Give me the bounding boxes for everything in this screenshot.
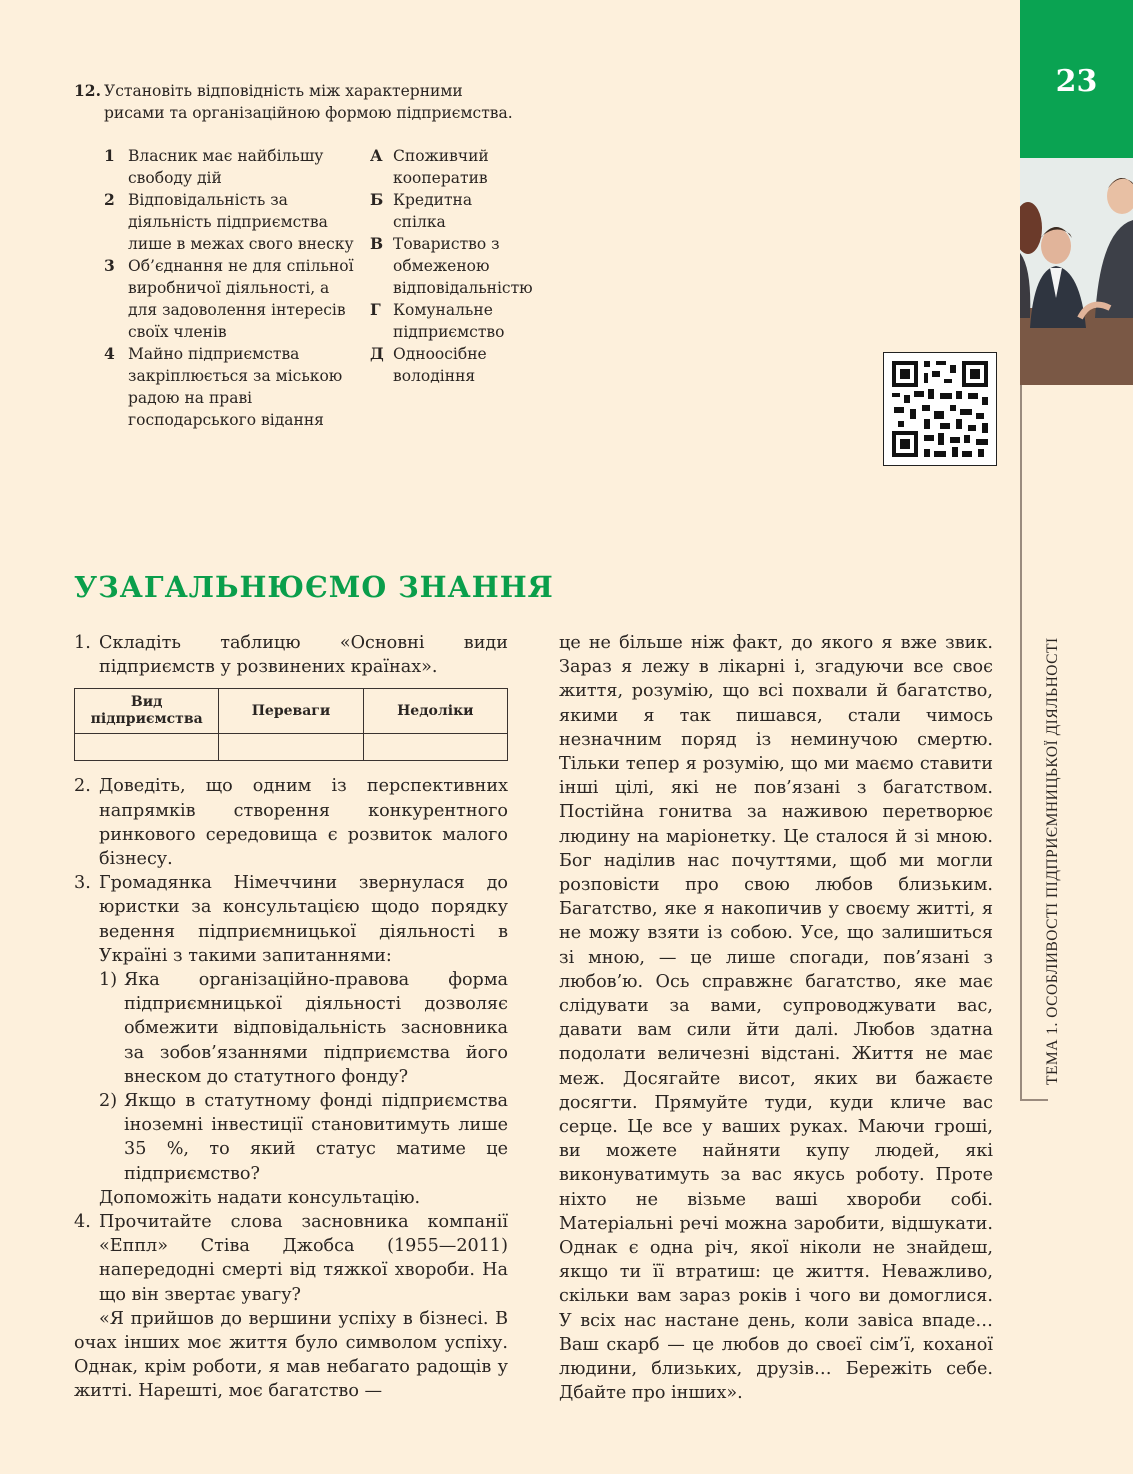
left-column (74, 631, 508, 1404)
side-rule-foot (1020, 1099, 1048, 1101)
question-stem: Установіть відповідність між характерними рисами та організаційною формою підприємства. (104, 82, 513, 122)
task-1: 1. Складіть таблицю «Основні види підприємств у розвинених країнах». (74, 633, 508, 678)
task-3-question-1: 1) Яка організаційно-правова форма підприємницької діяльності дозволяє обмежити відповідальність засновника за зобов’язаннями підприємства його внеском до статутного фонду? (99, 970, 508, 1087)
page-number: 23 (1055, 64, 1098, 99)
business-handshake-photo (1020, 158, 1133, 385)
question-number: 12. (74, 81, 101, 100)
table-cell (363, 734, 507, 761)
match-item: 4 Майно підприємства закріплюється за міською радою на праві господарського відання (104, 344, 343, 429)
table-header: Недоліки (363, 689, 507, 734)
section-heading: УЗАГАЛЬНЮЄМО ЗНАННЯ (74, 570, 554, 604)
task-2: 2. Доведіть, що одним із перспективних напрямків створення конкурентного ринкового середовища є розвиток малого бізнесу. (74, 776, 508, 870)
table-cell (219, 734, 363, 761)
match-option: Б Кредитна спілка (370, 190, 473, 231)
table-cell (75, 734, 219, 761)
jobs-quote-continuation: це не більше ніж факт, до якого я вже звик. Зараз я лежу в лікарні і, згадуючи все своє життя, розумію, що всі похвали й багатство, якими я так пишався, стали чимось незначним поряд із неминучою смертю. Тільки тепер я розумію, що ми маємо ставити інші цілі, які не пов’язані з багатством. Постійна гонитва за наживою перетворює людину на маріонетку. Це сталося й зі мною. Бог наділив нас почуттями, щоб ми могли розповісти про свою любов близьким. Багатство, яке я накопичив у своєму житті, я не можу взяти із собою. Усе, що залишиться зі мною, — це лише спогади, пов’язані з любов’ю. Ось справжнє багатство, яке має слідувати за вами, супроводжувати вас, давати вам сили йти далі. Любов здатна подолати величезні відстані. Життя не має меж. Досягайте висот, яких ви бажаєте досягти. Прямуйте туди, куди кличе вас серце. Це все у ваших руках. Маючи гроші, ви можете найняти купу людей, які виконуватимуть за вас якусь роботу. Проте ніхто не візьме ваші хвороби собі. Матеріальні речі можна заробити, відшукати. Однак є одна річ, якої ніколи не знайдеш, якщо ти її втратиш: це життя. Неважливо, скільки вам зараз років і чого ви домоглися. У всіх нас настане день, коли завіса впаде… Ваш скарб — це любов до своєї сім’ї, коханої людини, близьких, друзів… Бережіть себе. Дбайте про інших». (559, 633, 993, 1404)
matching-left-column (104, 145, 354, 431)
jobs-quote-start: «Я прийшов до вершини успіху в бізнесі. В очах інших моє життя було символом успіху. Однак, крім роботи, я мав небагато радощів у житті. Нарешті, моє багатство — (74, 1308, 508, 1402)
task-3-closing: Допоможіть надати консультацію. (99, 1187, 421, 1208)
match-option: А Споживчий кооператив (370, 146, 489, 187)
table-header: Вид підприємства (75, 689, 219, 734)
right-column (559, 631, 993, 1406)
section-side-caption: ТЕМА 1. ОСОБЛИВОСТІ ПІДПРИЄМНИЦЬКОЇ ДІЯЛЬНОСТІ (1044, 637, 1061, 1085)
table-header: Переваги (219, 689, 363, 734)
side-rule (1020, 385, 1022, 1100)
question-12 (74, 80, 514, 124)
match-item: 1 Власник має найбільшу свободу дій (104, 146, 324, 187)
task-3: 3. Громадянка Німеччини звернулася до юристки за консультацією щодо порядку ведення підприємницької діяльності в Україні з такими запитаннями: (74, 873, 508, 966)
match-option: В Товариство з обмеженою відповідальністю (370, 234, 533, 297)
match-item: 2 Відповідальність за діяльність підприємства лише в межах свого внеску (104, 190, 354, 253)
match-option: Д Одноосібне володіння (370, 344, 487, 385)
task-4: 4. Прочитайте слова засновника компанії «Еппл» Стіва Джобса (1955—2011) напередодні смерті від тяжкої хвороби. На що він звертає увагу? (74, 1212, 508, 1305)
matching-right-column (370, 145, 533, 387)
qr-code[interactable] (883, 352, 997, 466)
page-number-tab (1020, 0, 1133, 158)
match-option: Г Комунальне підприємство (370, 300, 505, 341)
enterprise-types-table (74, 688, 508, 761)
task-3-question-2: 2) Якщо в статутному фонді підприємства іноземні інвестиції становитимуть лише 35 %, то який статус матиме це підприємство? (99, 1091, 508, 1184)
match-item: 3 Об’єднання не для спільної виробничої діяльності, а для задоволення інтересів своїх членів (104, 256, 354, 341)
